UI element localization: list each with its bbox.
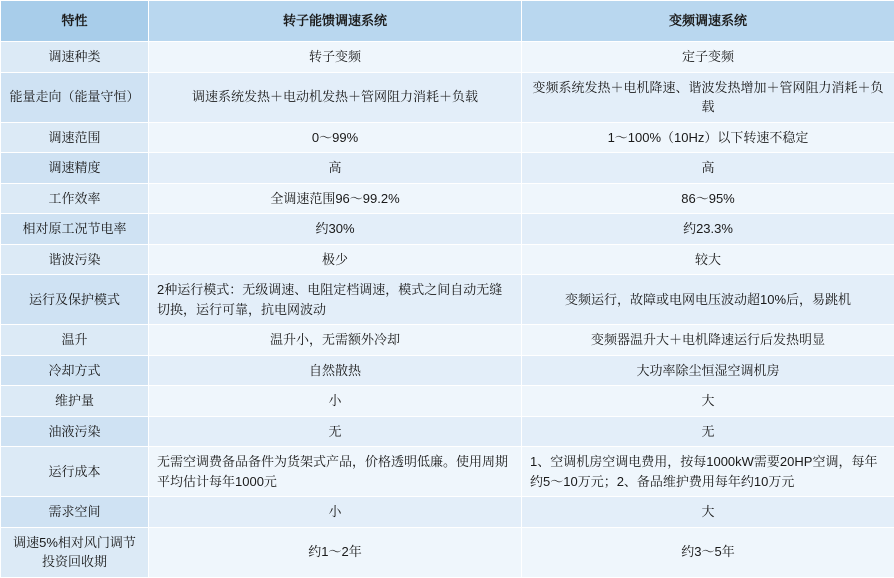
cell-vfd-system: 高 bbox=[522, 153, 894, 184]
cell-vfd-system: 大 bbox=[522, 386, 894, 417]
column-header-vfd-system: 变频调速系统 bbox=[522, 1, 894, 42]
cell-rotor-system: 约30% bbox=[149, 214, 522, 245]
table-row bbox=[1, 244, 894, 275]
row-label: 油液污染 bbox=[1, 416, 149, 447]
cell-vfd-system: 1、空调机房空调电费用，按每1000kW需要20HP空调，每年约5～10万元；2、备品维护费用每年约10万元 bbox=[522, 447, 894, 497]
row-label: 需求空间 bbox=[1, 497, 149, 528]
row-label: 调速5%相对风门调节投资回收期 bbox=[1, 527, 149, 577]
row-label: 调速精度 bbox=[1, 153, 149, 184]
table-header-row bbox=[1, 1, 894, 42]
table-row bbox=[1, 386, 894, 417]
row-label: 相对原工况节电率 bbox=[1, 214, 149, 245]
row-label: 能量走向（能量守恒） bbox=[1, 72, 149, 122]
cell-rotor-system: 2种运行模式：无级调速、电阻定档调速，模式之间自动无缝切换，运行可靠，抗电网波动 bbox=[149, 275, 522, 325]
row-label: 谐波污染 bbox=[1, 244, 149, 275]
cell-vfd-system: 变频系统发热＋电机降速、谐波发热增加＋管网阻力消耗＋负载 bbox=[522, 72, 894, 122]
table-row bbox=[1, 447, 894, 497]
table-row bbox=[1, 355, 894, 386]
cell-rotor-system: 0～99% bbox=[149, 122, 522, 153]
table-body bbox=[1, 42, 894, 578]
row-label: 运行成本 bbox=[1, 447, 149, 497]
cell-rotor-system: 温升小，无需额外冷却 bbox=[149, 325, 522, 356]
cell-vfd-system: 约23.3% bbox=[522, 214, 894, 245]
row-label: 维护量 bbox=[1, 386, 149, 417]
column-header-feature: 特性 bbox=[1, 1, 149, 42]
cell-vfd-system: 定子变频 bbox=[522, 42, 894, 73]
table-row bbox=[1, 72, 894, 122]
cell-vfd-system: 1～100%（10Hz）以下转速不稳定 bbox=[522, 122, 894, 153]
table-row bbox=[1, 122, 894, 153]
table-row bbox=[1, 42, 894, 73]
row-label: 运行及保护模式 bbox=[1, 275, 149, 325]
cell-rotor-system: 无 bbox=[149, 416, 522, 447]
cell-vfd-system: 无 bbox=[522, 416, 894, 447]
row-label: 调速范围 bbox=[1, 122, 149, 153]
cell-rotor-system: 极少 bbox=[149, 244, 522, 275]
cell-vfd-system: 变频器温升大＋电机降速运行后发热明显 bbox=[522, 325, 894, 356]
cell-rotor-system: 小 bbox=[149, 497, 522, 528]
table-row bbox=[1, 416, 894, 447]
table-row bbox=[1, 527, 894, 577]
row-label: 调速种类 bbox=[1, 42, 149, 73]
cell-vfd-system: 约3～5年 bbox=[522, 527, 894, 577]
cell-rotor-system: 全调速范围96～99.2% bbox=[149, 183, 522, 214]
cell-rotor-system: 无需空调费备品备件为货架式产品，价格透明低廉。使用周期平均估计每年1000元 bbox=[149, 447, 522, 497]
table-row bbox=[1, 497, 894, 528]
column-header-rotor-system: 转子能馈调速系统 bbox=[149, 1, 522, 42]
table-row bbox=[1, 275, 894, 325]
cell-rotor-system: 约1～2年 bbox=[149, 527, 522, 577]
table-row bbox=[1, 325, 894, 356]
table-row bbox=[1, 214, 894, 245]
cell-vfd-system: 变频运行，故障或电网电压波动超10%后，易跳机 bbox=[522, 275, 894, 325]
cell-rotor-system: 转子变频 bbox=[149, 42, 522, 73]
cell-rotor-system: 小 bbox=[149, 386, 522, 417]
cell-vfd-system: 较大 bbox=[522, 244, 894, 275]
cell-rotor-system: 调速系统发热＋电动机发热＋管网阻力消耗＋负载 bbox=[149, 72, 522, 122]
table-row bbox=[1, 153, 894, 184]
cell-rotor-system: 高 bbox=[149, 153, 522, 184]
cell-vfd-system: 大功率除尘恒湿空调机房 bbox=[522, 355, 894, 386]
table-row bbox=[1, 183, 894, 214]
cell-vfd-system: 大 bbox=[522, 497, 894, 528]
cell-vfd-system: 86～95% bbox=[522, 183, 894, 214]
row-label: 工作效率 bbox=[1, 183, 149, 214]
row-label: 温升 bbox=[1, 325, 149, 356]
row-label: 冷却方式 bbox=[1, 355, 149, 386]
cell-rotor-system: 自然散热 bbox=[149, 355, 522, 386]
